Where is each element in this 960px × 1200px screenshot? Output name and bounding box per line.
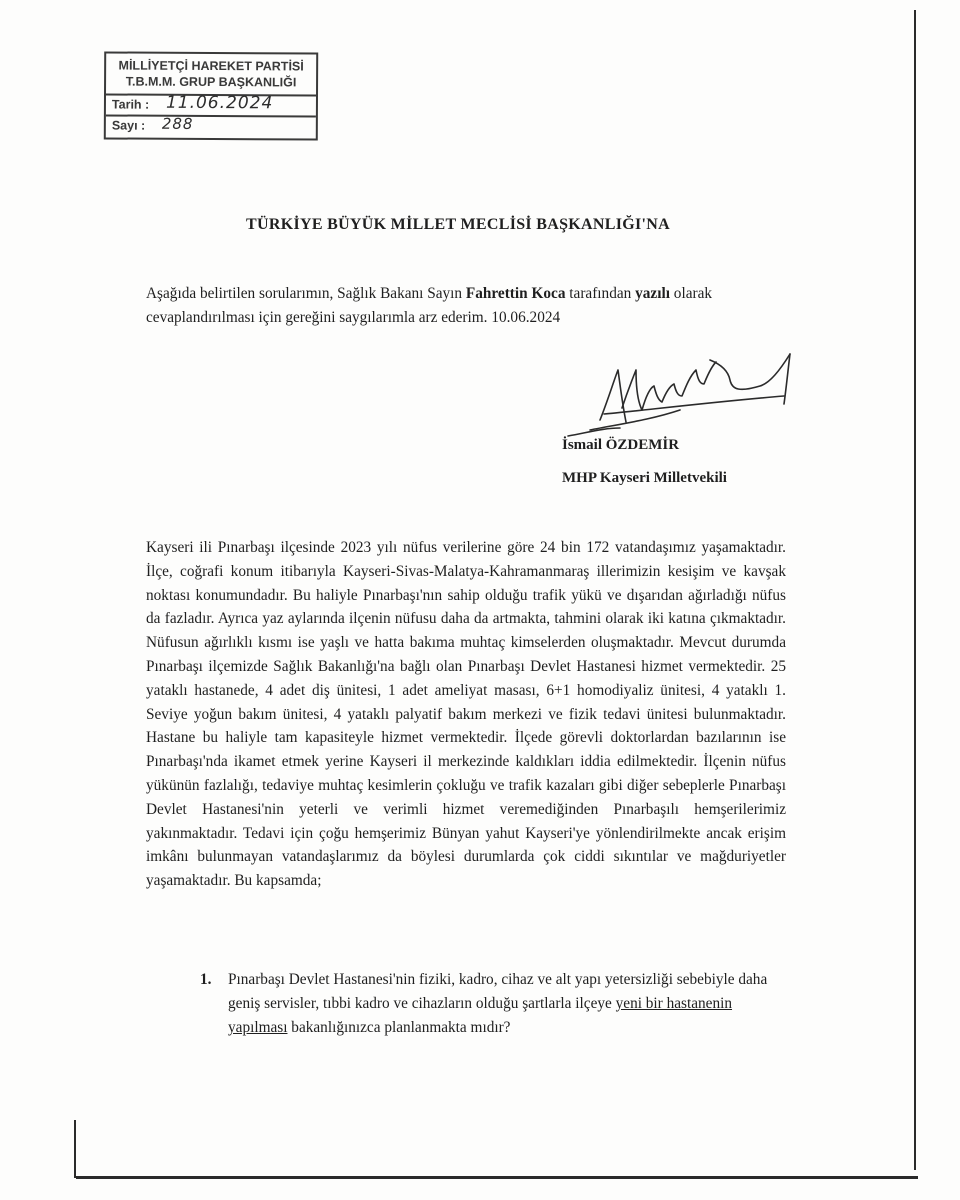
signatory-name: İsmail ÖZDEMİR (562, 437, 680, 453)
question-text-underlined: yeni bir hastanenin yapılması (228, 995, 733, 1036)
scan-frame-left (74, 1120, 76, 1178)
document-title-text: TÜRKİYE BÜYÜK MİLLET MECLİSİ BAŞKANLIĞI'NA (246, 216, 670, 233)
intro-paragraph (146, 282, 786, 330)
registry-stamp (104, 51, 318, 140)
stamp-date-value: 11.06.2024 (165, 92, 274, 114)
written-emphasis: yazılı (635, 285, 670, 302)
intro-part1: Aşağıda belirtilen sorularımın, Sağlık Bakanı Sayın (146, 285, 466, 302)
document-title (0, 216, 960, 234)
question-text-before: Pınarbaşı Devlet Hastanesi'nin fiziki, kadro, cihaz ve alt yapı yetersizliği sebebiyle daha geniş servisler, tıbbi kadro ve cihazların olduğu şartlarla ilçeye (228, 971, 768, 1012)
signatory-title: MHP Kayseri Milletvekili (562, 470, 727, 486)
question-number: 1. (200, 971, 212, 988)
stamp-org-line1: MİLLİYETÇİ HAREKET PARTİSİ (118, 58, 304, 74)
question-text (228, 968, 788, 1040)
stamp-date-row (106, 92, 316, 117)
stamp-number-label: Sayı : (111, 118, 146, 133)
intro-part2: tarafından (565, 285, 636, 302)
stamp-number-row (106, 116, 316, 138)
intro-part3: olarak cevaplandırılması için gereğini saygılarımla arz ederim. 10.06.2024 (146, 285, 713, 326)
body-paragraph: Kayseri ili Pınarbaşı ilçesinde 2023 yılı nüfus verilerine göre 24 bin 172 vatandaşımız yaşamaktadır. İlçe, coğrafi konum itibarıyla Kayseri-Sivas-Malatya-Kahramanmaraş illerimizin kesişim ve kavşak noktası konumundadır. Bu haliyle Pınarbaşı'nın sahip olduğu trafik yükü ve dışarıdan ağırladığı nüfus da fazladır. Ayrıca yaz aylarında ilçenin nüfusu daha da artmakta, tahmini olarak iki katına çıkmaktadır. Nüfusun ağırlıklı kısmı ise yaşlı ve hatta bakıma muhtaç kimselerden oluşmaktadır. Mevcut durumda Pınarbaşı ilçemizde Sağlık Bakanlığı'na bağlı olan Pınarbaşı Devlet Hastanesi hizmet vermektedir. 25 yataklı hastanede, 4 adet diş ünitesi, 1 adet ameliyat masası, 6+1 homodiyaliz ünitesi, 4 yataklı 1. Seviye yoğun bakım ünitesi, 4 yataklı palyatif bakım merkezi ve fizik tedavi ünitesi bulunmaktadır. Hastane bu haliyle tam kapasiteyle hizmet vermektedir. İlçede görevli doktorlardan bazılarının ise Pınarbaşı'nda ikamet etmek yerine Kayseri il merkezinde kaldıkları iddia edilmektedir. İlçenin nüfus yükünün fazlalığı, tedaviye muhtaç kesimlerin çokluğu ve trafik kazaları gibi diğer sebeplerle Pınarbaşı Devlet Hastanesi'nin yeterli ve verimli hizmet veremediğinden Pınarbaşılı hemşerilerimiz yakınmaktadır. Tedavi için çoğu hemşerimiz Bünyan yahut Kayseri'ye yönlendirilmekte ancak erişim imkânı bulunmayan vatandaşlarımız da böylesi durumlarda çok ciddi sıkıntılar ve mağduriyetler yaşamaktadır. Bu kapsamda; (146, 539, 786, 890)
stamp-org-line2: T.B.M.M. GRUP BAŞKANLIĞI (125, 74, 297, 90)
handwritten-signature (560, 340, 800, 450)
question-text-after: bakanlığınızca planlanmakta mıdır? (287, 1019, 511, 1036)
stamp-number-value: 288 (161, 114, 194, 133)
stamp-date-label: Tarih : (111, 97, 150, 112)
scan-frame-right (914, 10, 916, 1170)
stamp-header (106, 53, 316, 96)
minister-name: Fahrettin Koca (465, 285, 566, 302)
scan-frame-bottom (76, 1176, 918, 1179)
